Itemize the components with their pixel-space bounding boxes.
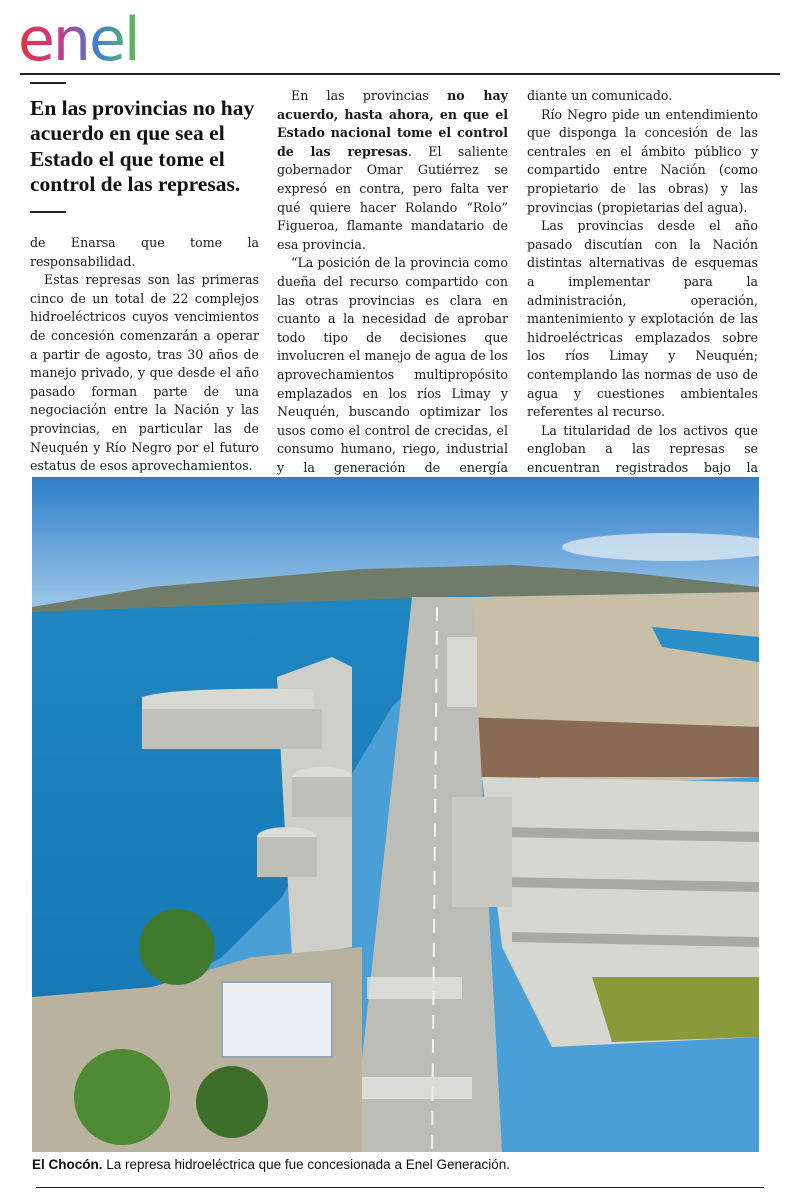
paragraph: Estas represas son las primeras cinco de un total de 22 complejos hidroeléctricos cuyos vencimientos de concesión comenzarán a operar a partir de agosto, tras 30 años de manejo privado, y que desde el año pasado forman parte de una negociación entre la Nación y las provincias, en particular las de Neuquén y Río Negro por el futuro estatus de esos aprovechamientos.	[30, 272, 259, 474]
photo-caption: El Chocón. La represa hidroeléctrica que fue concesionada a Enel Generación.	[32, 1157, 511, 1172]
building	[222, 982, 332, 1057]
tree	[196, 1066, 268, 1138]
article-column-3	[527, 87, 758, 496]
building-right	[452, 797, 512, 907]
enel-logo	[16, 4, 186, 68]
article-column-1	[30, 234, 259, 476]
footer-rule	[36, 1187, 764, 1188]
paragraph: Río Negro pide un entendimiento que disponga la concesión de las centrales en el ámbito público y compartido entre Nación (como propietario de las obras) y las provincias (propietarias del agua).	[527, 106, 758, 215]
crosswalk	[367, 977, 462, 999]
paragraph: La titularidad de los activos que engloban a las represas se encuentran registrados bajo la	[527, 422, 758, 496]
paragraph: diante un comunicado.	[527, 88, 673, 103]
tree	[74, 1049, 170, 1145]
paragraph: “La posición de la provincia como dueña del recurso compartido con las otras provincias es clara en cuanto a la necesidad de aprobar todo tipo de decisiones que involucren el manejo de agua de los aprovechamientos multipropósito emplazados en los ríos Limay y Neuquén, buscando optimizar los usos como el control de crecidas, el consumo humano, riego, industrial y la generación de energía	[277, 255, 508, 475]
paragraph: Las provincias desde el año pasado discutían con la Nación distintas alternativas de esquemas a implementar para la administración, operación, mantenimiento y explotación de las hidroeléctricas emplazados sobre los ríos Limay y Neuquén; contemplando las normas de uso de agua y cuestiones ambientales referentes al recurso.	[527, 218, 758, 420]
building-right	[447, 637, 477, 707]
logo-text: enel	[18, 5, 139, 68]
crosswalk	[362, 1077, 472, 1099]
cliff	[462, 717, 759, 777]
header-rule	[20, 73, 780, 75]
paragraph: En las provincias no hay acuerdo, hasta ahora, en que el Estado nacional tome el control de las represas. El saliente gobernador Omar Gutiérrez se expresó en contra, pero falta ver qué quiere hacer Rolando “Rolo” Figueroa, flamante mandatario de esa provincia.	[277, 88, 508, 252]
dam-photo	[32, 477, 759, 1152]
pull-quote: En las provincias no hay acuerdo en que sea el Estado el que tome el control de las represas.	[30, 96, 255, 197]
article-column-2	[277, 87, 508, 515]
quote-dash-top	[30, 82, 66, 84]
tree	[139, 909, 215, 985]
paragraph: de Enarsa que tome la responsabilidad.	[30, 235, 259, 269]
green-canal	[592, 977, 759, 1042]
quote-dash-bottom	[30, 211, 66, 213]
